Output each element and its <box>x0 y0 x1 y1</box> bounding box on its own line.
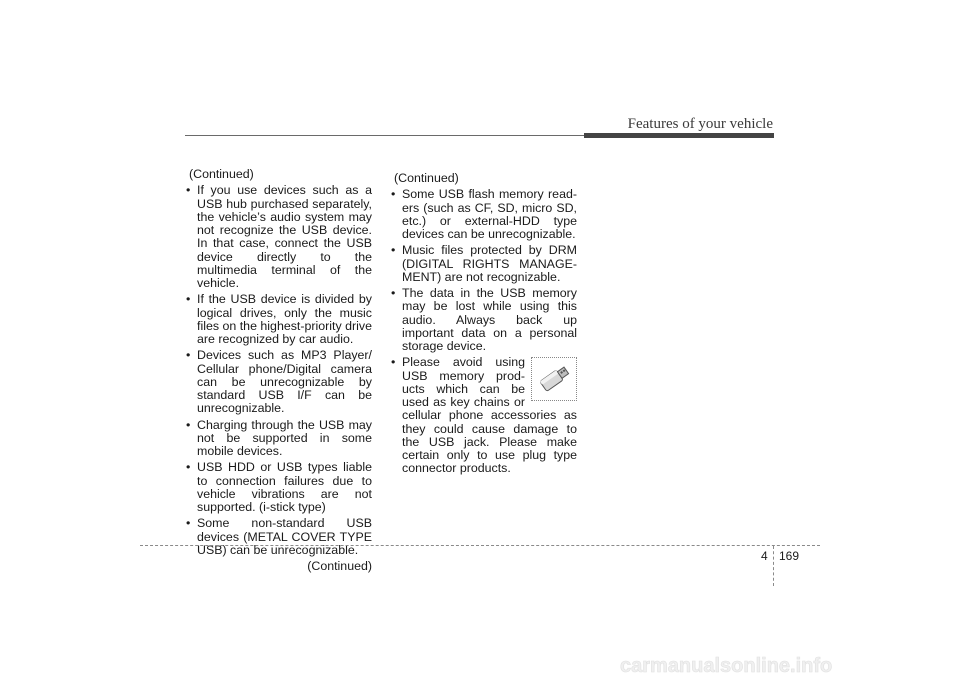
list-item <box>385 356 577 475</box>
left-column <box>180 168 372 573</box>
list-item: • USB HDD or USB types liable to connection failures due to vehicle vibrations are not supported. (i-stick type) <box>180 461 372 514</box>
list-item: • Some non-standard USB devices (METAL COVER TYPE USB) can be unrecognizable. <box>180 517 372 557</box>
list-item: • Charging through the USB may not be supported in some mobile devices. <box>180 419 372 459</box>
header-rule-thick <box>584 133 774 138</box>
left-bullet-list <box>180 184 372 557</box>
list-item: • If the USB device is divided by logical drives, only the music files on the highest-priority drive are recognized by car audio. <box>180 293 372 346</box>
list-item: • If you use devices such as a USB hub purchased separately, the vehicle’s audio system may not recognize the USB device. In that case, connect the USB device directly to the multimedia terminal of the vehicle. <box>180 184 372 290</box>
list-item: • Music files protected by DRM (DIGITAL RIGHTS MANAGEMENT) are not recognizable. <box>385 244 577 284</box>
page-number: 169 <box>779 549 800 563</box>
header-rule-thin <box>185 135 589 136</box>
list-item: • Devices such as MP3 Player/ Cellular phone/Digital camera can be unrecognizable by standard USB I/F can be unrecognizable. <box>180 349 372 415</box>
footer-divider <box>773 546 774 586</box>
usb-flash-drive-icon <box>531 357 577 401</box>
watermark-logo <box>620 652 940 678</box>
continued-label-bottom: (Continued) <box>307 559 372 573</box>
list-item: • The data in the USB memory may be lost while using this audio. Always back up important data on a personal storage device. <box>385 287 577 353</box>
list-item-text: Please avoid using USB memory products which can be used as key chains or cellular phone accessories as they could cause damage to the USB jack. Please make certain only to use plug type connector products. <box>402 355 577 476</box>
page-header-title: Features of your vehicle <box>627 116 773 132</box>
continued-label-top: (Continued) <box>394 171 459 185</box>
right-bullet-list <box>385 188 577 475</box>
footer-rule <box>140 545 820 546</box>
chapter-number: 4 <box>761 549 768 563</box>
right-column <box>385 172 577 479</box>
svg-text:carmanualsonline.info: carmanualsonline.info <box>620 655 833 677</box>
list-item: • Some USB flash memory readers (such as CF, SD, micro SD, etc.) or external-HDD type devices can be unrecognizable. <box>385 188 577 241</box>
continued-label-top: (Continued) <box>189 167 254 181</box>
